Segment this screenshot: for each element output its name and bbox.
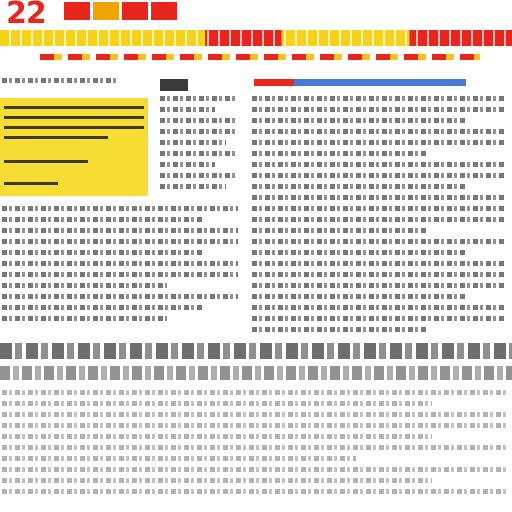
- lower-section-subheadline: [0, 366, 512, 380]
- text-line: [252, 107, 504, 112]
- text-line: [252, 239, 504, 244]
- text-line: [2, 239, 238, 244]
- text-line: [252, 316, 504, 321]
- text-line: [160, 173, 238, 178]
- lower-section-body: [2, 390, 508, 500]
- masthead-block: [93, 2, 119, 20]
- text-line: [252, 162, 504, 167]
- text-line: [2, 412, 508, 417]
- panel-rule: [4, 182, 58, 185]
- lower-section-headline: [0, 343, 512, 359]
- text-line: [2, 206, 238, 211]
- text-line: [2, 294, 238, 299]
- text-line: [160, 184, 226, 189]
- text-line: [2, 456, 356, 461]
- text-line: [2, 445, 508, 450]
- masthead-block: [151, 2, 177, 20]
- text-line: [2, 467, 508, 472]
- panel-rule: [4, 116, 144, 119]
- text-line: [2, 316, 167, 321]
- text-line: [2, 272, 238, 277]
- text-line: [2, 478, 432, 483]
- text-line: [252, 184, 466, 189]
- text-line: [2, 489, 508, 494]
- text-line: [252, 173, 504, 178]
- text-line: [252, 294, 466, 299]
- text-line: [2, 390, 508, 395]
- panel-rule: [4, 106, 144, 109]
- text-line: [252, 151, 428, 156]
- text-line: [252, 261, 504, 266]
- text-line: [2, 305, 203, 310]
- text-line: [252, 96, 504, 101]
- masthead-logo: [6, 0, 180, 26]
- text-line: [2, 423, 508, 428]
- feature-panel: [0, 98, 148, 196]
- text-line: [252, 305, 504, 310]
- text-line: [2, 78, 119, 83]
- panel-rule: [4, 136, 108, 139]
- text-line: [252, 140, 504, 145]
- masthead-title: 22: [6, 0, 46, 26]
- text-line: [2, 250, 203, 255]
- text-line: [252, 283, 504, 288]
- text-line: [160, 162, 215, 167]
- middle-column: [160, 96, 238, 195]
- text-line: [2, 401, 432, 406]
- column-header-text: [2, 78, 140, 89]
- text-line: [160, 118, 238, 123]
- text-line: [2, 283, 167, 288]
- text-line: [160, 96, 238, 101]
- header-color-band: [0, 30, 512, 46]
- text-line: [252, 129, 504, 134]
- text-line: [2, 217, 203, 222]
- panel-rule: [4, 126, 144, 129]
- text-line: [160, 151, 238, 156]
- text-line: [2, 261, 238, 266]
- masthead-block: [64, 2, 90, 20]
- section-header-bar: [254, 79, 466, 86]
- masthead-block: [122, 2, 148, 20]
- text-line: [2, 434, 432, 439]
- header-stripe: [0, 50, 512, 64]
- text-line: [252, 206, 504, 211]
- left-column-body: [2, 206, 238, 327]
- section-marker: [160, 79, 188, 91]
- text-line: [160, 140, 226, 145]
- text-line: [252, 327, 428, 332]
- right-column-body: [252, 96, 504, 338]
- text-line: [252, 195, 504, 200]
- text-line: [252, 118, 466, 123]
- text-line: [252, 217, 504, 222]
- masthead-blocks: [64, 2, 177, 20]
- text-line: [252, 272, 504, 277]
- text-line: [252, 228, 428, 233]
- panel-rule: [4, 160, 88, 163]
- text-line: [252, 250, 466, 255]
- text-line: [160, 129, 238, 134]
- text-line: [160, 107, 215, 112]
- text-line: [2, 228, 238, 233]
